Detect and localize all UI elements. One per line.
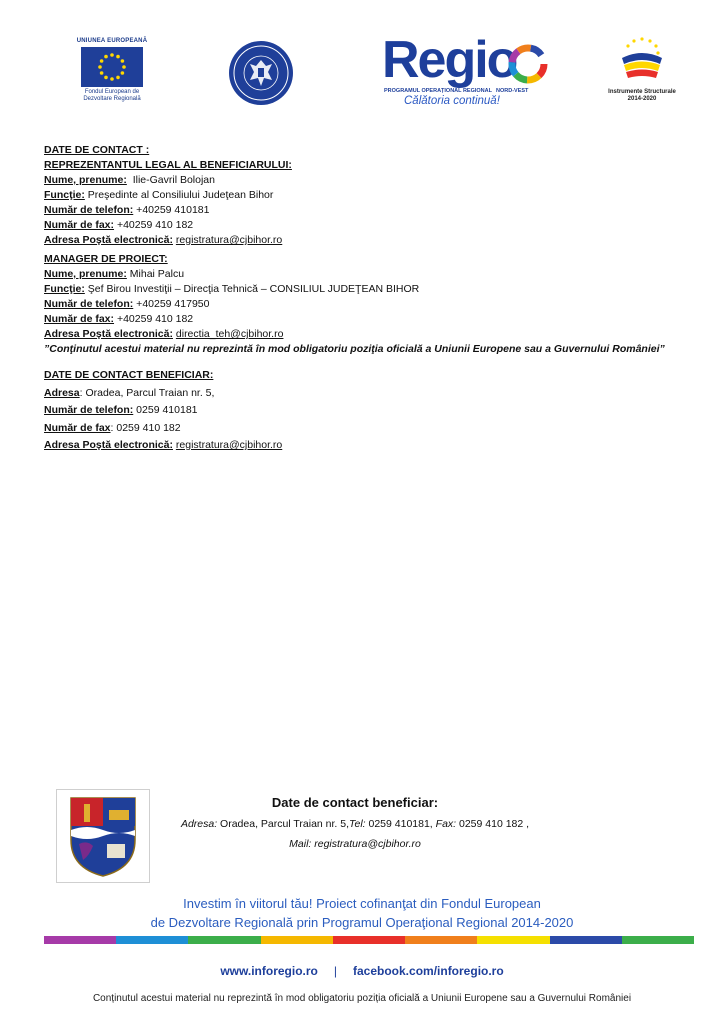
regio-logo [380, 31, 552, 108]
footer-tel-value: 0259 410181, [365, 818, 433, 830]
bottom-disclaimer: Conținutul acestui material nu reprezintă în mod obligatoriu poziția oficială a Uniunii Europene sau a Guvernului României [92, 993, 632, 1004]
legal-rep-phone-value: +40259 410181 [133, 204, 210, 216]
instrumente-structurale-logo [604, 34, 680, 103]
structural-instruments-icon [612, 34, 672, 84]
regio-color-wheel-icon [508, 44, 548, 84]
manager-phone-value: +40259 417950 [133, 298, 210, 310]
contact-title: DATE DE CONTACT : [44, 144, 150, 156]
manager-email-row [44, 327, 684, 342]
investment-statement [60, 894, 664, 932]
beneficiary-phone-label: Număr de telefon: [44, 404, 134, 416]
eu-logo-fund-line2: Dezvoltare Regională [83, 96, 141, 102]
beneficiary-phone-value: 0259 410181 [133, 404, 198, 416]
beneficiary-address-value: : Oradea, Parcul Traian nr. 5, [79, 386, 215, 399]
footer-fax-label: Fax: [432, 818, 457, 830]
beneficiary-heading: DATE DE CONTACT BENEFICIAR: [44, 369, 214, 381]
manager-name-value: Mihai Palcu [126, 268, 185, 280]
government-seal-icon [228, 40, 294, 106]
legal-rep-fax-value: +40259 410 182 [114, 219, 194, 231]
eu-logo-fund [76, 89, 148, 103]
legal-rep-email-label: Adresa Poştă electronică: [44, 234, 173, 246]
legal-rep-phone-row [44, 203, 684, 218]
legal-rep-email-row [44, 233, 684, 248]
color-stripe-segment [477, 936, 549, 944]
footer-addr-label: Adresa: [180, 818, 218, 830]
footer-addr-value: Oradea, Parcul Traian nr. 5, [217, 818, 350, 830]
color-stripe [44, 936, 694, 944]
bihor-county-crest-icon [56, 789, 150, 883]
color-stripe-segment [261, 936, 333, 944]
color-stripe-segment [116, 936, 188, 944]
beneficiary-email-link[interactable]: registratura@cjbihor.ro [175, 439, 283, 451]
regio-tagline: Călătoria continuă! [404, 95, 500, 107]
legal-rep-function-value: Preşedinte al Consiliului Judeţean Bihor [84, 189, 274, 201]
manager-email-link[interactable]: directia_teh@cjbihor.ro [175, 328, 284, 340]
contact-document [44, 143, 684, 455]
eu-logo-title: UNIUNEA EUROPEANĂ [76, 38, 148, 44]
manager-name-row [44, 267, 684, 282]
legal-rep-heading: REPREZENTANTUL LEGAL AL BENEFICIARULUI: [44, 159, 292, 171]
legal-rep-name-value: Ilie-Gavril Bolojan [126, 174, 215, 186]
eu-flag-icon [81, 47, 143, 87]
investment-line-2: de Dezvoltare Regională prin Programul Operaţional Regional 2014-2020 [150, 915, 574, 930]
beneficiary-fax-label: Număr de fax [44, 421, 111, 434]
beneficiary-address-row [44, 385, 684, 403]
regio-region-label: NORD-VEST [496, 88, 529, 94]
footer-contact-address [150, 818, 560, 830]
beneficiary-email-row [44, 437, 684, 455]
color-stripe-segment [622, 936, 694, 944]
disclaimer-text: ”Conţinutul acestui material nu reprezintă în mod obligatoriu poziţia oficială a Uniunii Europene sau a Guvernului României” [44, 343, 665, 355]
manager-fax-label: Număr de fax: [44, 313, 115, 325]
beneficiary-phone-row [44, 402, 684, 420]
manager-name-label: Nume, prenume: [44, 268, 127, 280]
legal-rep-email-link[interactable]: registratura@cjbihor.ro [175, 234, 283, 246]
footer-tel-label: Tel: [349, 818, 366, 830]
color-stripe-segment [188, 936, 260, 944]
footer-fax-value: 0259 410 182 , [456, 818, 530, 830]
legal-rep-name-label: Nume, prenume: [44, 174, 127, 186]
color-stripe-segment [405, 936, 477, 944]
manager-heading: MANAGER DE PROIECT: [44, 253, 168, 265]
color-stripe-segment [333, 936, 405, 944]
beneficiary-fax-value: : 0259 410 182 [110, 421, 181, 434]
legal-rep-function-row [44, 188, 684, 203]
color-stripe-segment [44, 936, 116, 944]
color-stripe-segment [550, 936, 622, 944]
legal-rep-name-row [44, 173, 684, 188]
regio-program-label: PROGRAMUL OPERAȚIONAL REGIONAL [384, 88, 492, 94]
regio-logo-word: Regio [382, 31, 517, 89]
footer-contact-title: Date de contact beneficiar: [271, 795, 439, 810]
manager-function-row [44, 282, 684, 297]
beneficiary-email-label: Adresa Poştă electronică: [44, 439, 173, 451]
footer-links [150, 964, 574, 978]
structural-instruments-years: 2014-2020 [627, 96, 657, 102]
inforegio-site-link[interactable]: www.inforegio.ro [220, 964, 318, 978]
footer-contact-mail[interactable]: Mail: registratura@cjbihor.ro [289, 838, 421, 850]
manager-fax-value: +40259 410 182 [114, 313, 194, 325]
link-separator: | [333, 964, 337, 978]
manager-function-value: Şef Birou Investiţii – Direcţia Tehnică – CONSILIUL JUDEŢEAN BIHOR [84, 283, 420, 295]
legal-rep-fax-label: Număr de fax: [44, 219, 115, 231]
manager-email-label: Adresa Poştă electronică: [44, 328, 173, 340]
eu-logo-fund-line1: Fondul European de [84, 89, 140, 95]
manager-phone-row [44, 297, 684, 312]
beneficiary-address-label: Adresa [44, 386, 80, 399]
legal-rep-fax-row [44, 218, 684, 233]
structural-instruments-line1: Instrumente Structurale [608, 89, 676, 95]
structural-instruments-label [604, 89, 680, 103]
manager-fax-row [44, 312, 684, 327]
manager-function-label: Funcţie: [44, 283, 85, 295]
legal-rep-phone-label: Număr de telefon: [44, 204, 134, 216]
legal-rep-function-label: Funcţie: [44, 189, 85, 201]
beneficiary-fax-row [44, 420, 684, 438]
manager-phone-label: Număr de telefon: [44, 298, 134, 310]
eu-logo [76, 38, 148, 103]
investment-line-1: Investim în viitorul tău! Proiect cofinanţat din Fondul European [183, 896, 541, 911]
inforegio-facebook-link[interactable]: facebook.com/inforegio.ro [353, 964, 504, 978]
